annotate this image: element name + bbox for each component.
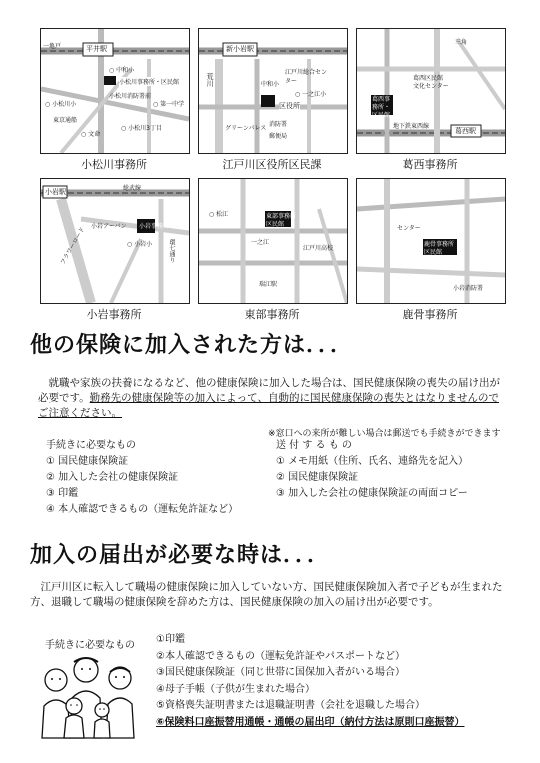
send-title: 送 付 す る も の xyxy=(276,440,352,451)
map-label: 小岩アーバン xyxy=(91,223,127,230)
map-label: 三角 xyxy=(455,39,468,46)
map-tobu xyxy=(198,178,348,304)
section2-procedure-title: 手続きに必要なもの xyxy=(45,640,135,651)
map-label: ○ 小松川3丁目 xyxy=(121,125,162,132)
office-label-komatsugawa: 小松川事務所 xyxy=(81,158,147,171)
map-label: 区役所 xyxy=(279,102,300,110)
map-label: 葛西事務所・区民館 xyxy=(372,96,391,119)
map-label: 東京通船 xyxy=(53,117,78,124)
section2-paragraph xyxy=(30,580,520,610)
procedure-item: ① 国民健康保険証 xyxy=(46,456,129,467)
map-label: 葛西区民館 xyxy=(413,75,444,82)
procedure-item: ①印鑑 xyxy=(156,634,185,645)
map-label: 区民館 xyxy=(424,249,443,256)
map-label: 小岩事務所 xyxy=(139,223,170,230)
map-koiwa xyxy=(40,178,190,304)
section2-procedure-list xyxy=(156,632,464,731)
map-label: フラワーロード xyxy=(59,226,87,266)
section2-paragraph-text: 江戸川区に転入して職場の健康保険に加入していない方、国民健康保険加入者で子どもが生まれた方、退職して職場の健康保険を辞めた方は、国民健康保険の加入の届け出が必要です。 xyxy=(30,581,503,608)
map-label: ○ 小岩小 xyxy=(127,241,153,248)
map-label: 郵便局 xyxy=(269,133,288,140)
map-koiwa-station: 小岩駅 xyxy=(45,188,66,196)
map-shishibone xyxy=(356,178,506,304)
map-label: 江戸川高校 xyxy=(303,245,334,252)
map-label: グリーンパレス xyxy=(225,125,267,132)
section1-procedure xyxy=(46,438,238,518)
map-label: 地下鉄東西線 xyxy=(393,123,430,130)
map-label: 総武線 xyxy=(123,185,142,192)
office-label-shishibone: 鹿骨事務所 xyxy=(402,308,458,321)
procedure-item: ③ 印鑑 xyxy=(46,488,79,499)
office-label-ward: 江戸川区役所区民課 xyxy=(222,158,322,171)
section1-heading: 他の保険に加入された方は．．． xyxy=(30,333,354,358)
map-label: 小松川事務所・区民館 xyxy=(119,79,180,86)
procedure-item-bold: ⑥保険料口座振替用通帳・通帳の届出印（納付方法は原則口座振替） xyxy=(156,716,465,728)
map-label: ○ 第一中学 xyxy=(153,101,185,108)
map-label: 一亀戸 xyxy=(43,43,62,50)
mail-note: ※窓口への来所が難しい場合は郵送でも手続きができます xyxy=(268,429,501,439)
procedure-title: 手続きに必要なもの xyxy=(46,440,136,451)
office-label-koiwa: 小岩事務所 xyxy=(86,308,142,321)
map-kasai-station: 葛西駅 xyxy=(455,127,476,135)
office-label-kasai: 葛西事務所 xyxy=(402,158,458,171)
map-label: 中和小 xyxy=(261,81,280,88)
map-ward-office xyxy=(198,28,348,154)
map-label: センター xyxy=(397,225,421,232)
procedure-item: ④母子手帳（子供が生まれた場合） xyxy=(156,683,315,695)
section1-paragraph xyxy=(38,376,508,421)
map-label: 区民館 xyxy=(266,221,285,228)
map-label: 文化センター xyxy=(413,83,449,90)
section1-paragraph-plain: 就職や家族の扶養になるなど、他の健康保険に加入した場合は、国民健康保険の喪失の届け出が必要です。 xyxy=(38,377,500,404)
family-illustration xyxy=(34,650,144,740)
map-komatsugawa-station: 平井駅 xyxy=(86,45,107,53)
map-label: 小岩消防署 xyxy=(453,285,484,292)
map-label: ○ 一之江小 xyxy=(295,91,327,98)
section1-send xyxy=(276,438,468,502)
map-kasai xyxy=(356,28,506,154)
map-label: 環七通り xyxy=(168,239,175,263)
send-item: ② 国民健康保険証 xyxy=(276,472,359,483)
map-label: 東部事務所 xyxy=(266,213,297,220)
send-item: ① メモ用紙（住所、氏名、連絡先を記入） xyxy=(276,456,469,467)
map-komatsugawa xyxy=(40,28,190,154)
section1-paragraph-notice: 勤務先の健康保険等の加入によって、自動的に国民健康保険の喪失とはなりませんのでご注意ください。 xyxy=(38,392,499,419)
procedure-item: ④ 本人確認できるもの（運転免許証など） xyxy=(46,504,239,515)
send-item: ③ 加入した会社の健康保険証の両面コピー xyxy=(276,488,468,499)
section2-heading: 加入の届出が必要な時は．．． xyxy=(30,543,331,568)
procedure-item: ② 加入した会社の健康保険証 xyxy=(46,472,179,483)
map-label: ○ 文命 xyxy=(81,131,101,138)
map-label: ○ 松江 xyxy=(209,211,229,218)
procedure-item: ②本人確認できるもの（運転免許証やパスポートなど） xyxy=(156,650,405,662)
map-kasai-drawing xyxy=(357,29,505,153)
map-label: 一之江 xyxy=(251,239,270,246)
procedure-item: ⑤資格喪失証明書または退職証明書（会社を退職した場合） xyxy=(156,700,425,711)
map-label: 小松川消防署前 xyxy=(109,93,152,100)
map-label: 瑞江駅 xyxy=(259,281,278,288)
map-label: 鹿骨事務所 xyxy=(424,241,455,248)
map-label: 荒川 xyxy=(206,73,214,87)
map-label: ○ 小松川小 xyxy=(45,101,77,108)
map-label: ○ 中和小 xyxy=(109,67,135,74)
office-label-tobu: 東部事務所 xyxy=(244,308,300,321)
procedure-item: ③国民健康保険証（同じ世帯に国保加入者がいる場合） xyxy=(156,667,405,678)
map-ward-station: 新小岩駅 xyxy=(226,45,254,53)
map-label: 消防署 xyxy=(269,121,288,128)
map-label: 江戸川総合センター xyxy=(285,69,328,85)
